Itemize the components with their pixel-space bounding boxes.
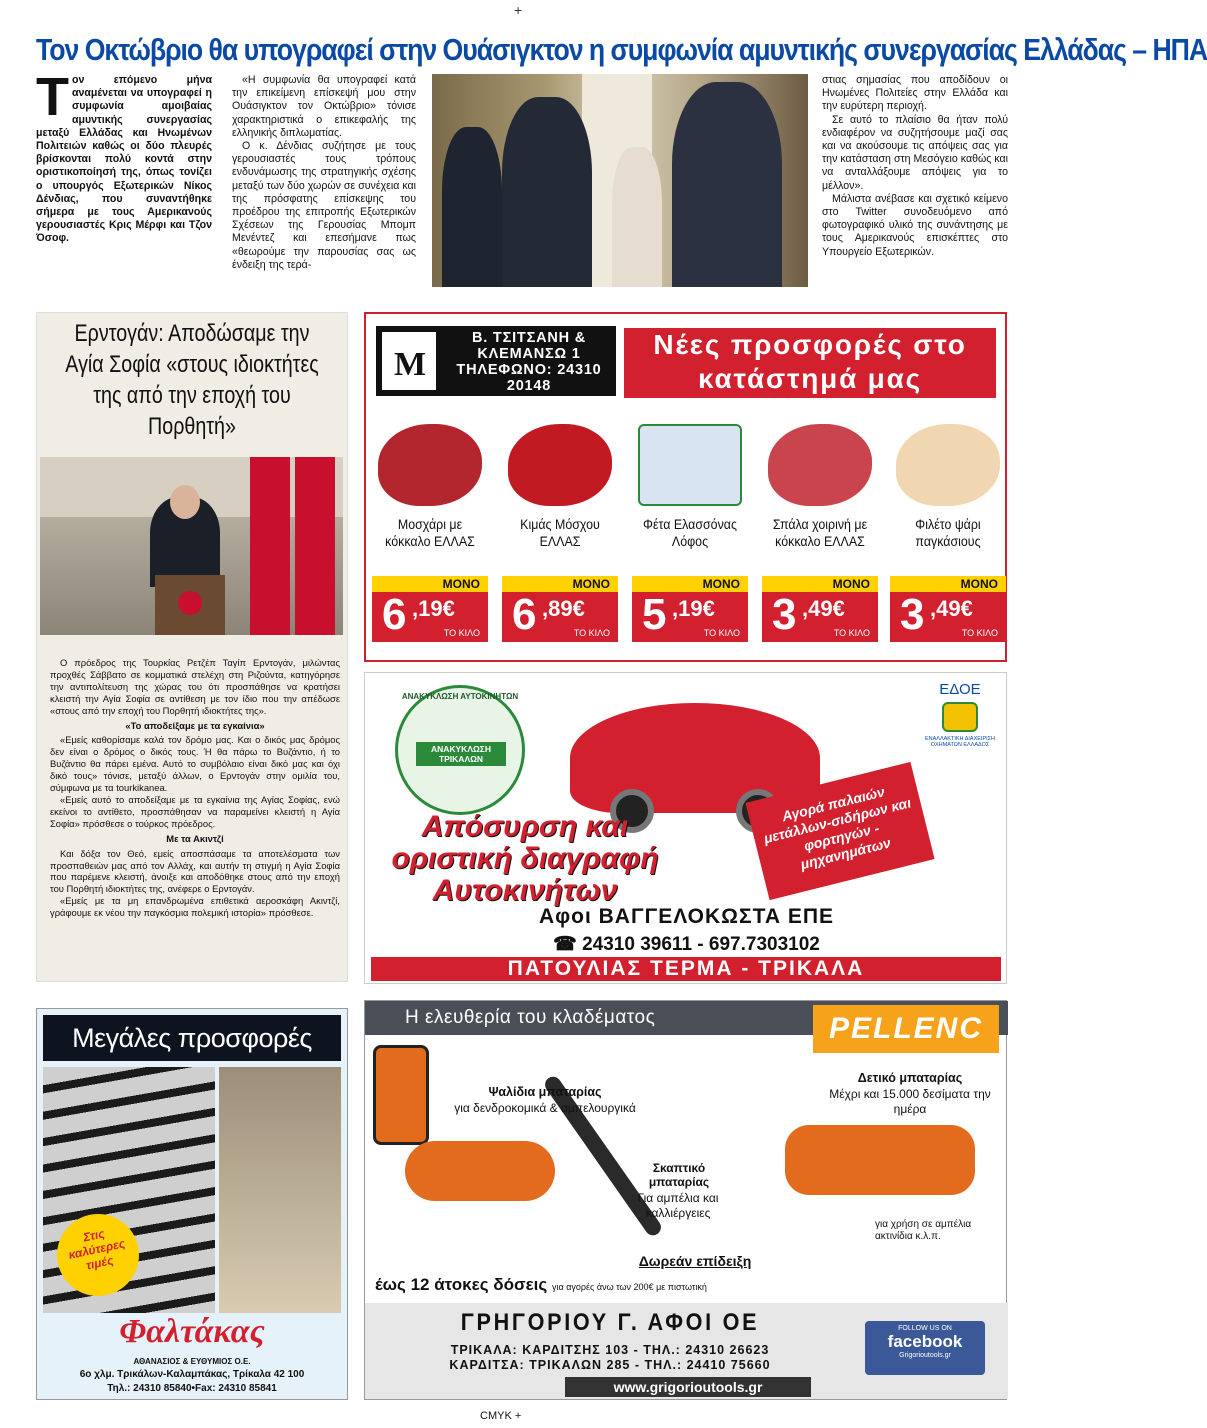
price-integer: 3 xyxy=(772,590,795,639)
recycle-badge xyxy=(395,685,525,815)
person-figure xyxy=(672,82,782,287)
product-price xyxy=(502,592,618,642)
tool-heading: Δετικό μπαταρίας xyxy=(857,1071,963,1085)
person-figure xyxy=(502,97,592,287)
installments: έως 12 άτοκες δόσεις για αγορές άνω των 200€ με πιστωτική xyxy=(375,1275,707,1294)
price-unit: ΤΟ ΚΙΛΟ xyxy=(961,628,998,638)
article-paragraph: Μάλιστα ανέβασε και σχετικό κείμενο στο Twitter συνοδευόμενο από φωτογραφικό υλικό της συνάντησης με τους Αμερικανούς επισκέπτες στο Υπουργείο Εξωτερικών. xyxy=(822,192,1008,258)
erdogan-body xyxy=(50,657,340,919)
erdogan-subhead: Με τα Ακιντζί xyxy=(166,832,224,844)
car-recycling-ad xyxy=(364,672,1007,984)
car-phone: ☎ 24310 39611 - 697.7303102 xyxy=(553,934,820,955)
article-paragraph: Ο κ. Δένδιας συζήτησε με τους γερουσιαστές τους τρόπους ενδυνάμωσης της στρατηγικής σχέσης μεταξύ των δύο χωρών σε συνέχεια και της πρόσφατης επίσκεψης του προέδρου της επιτροπής Εξωτερικών Σχέσεων της Γερουσίας Μπομπ Μενέντεζ και επεσήμανε πως «θεωρούμε την παρουσίας σας ως ένδειξη της τερά- xyxy=(232,140,416,271)
facebook-badge: FOLLOW US ON facebook Grigorioutools.gr xyxy=(865,1321,985,1375)
pellenc-ad xyxy=(364,1000,1007,1400)
faltakas-address: 6ο χλμ. Τρικάλων-Καλαμπάκας, Τρίκαλα 42 100 xyxy=(79,1369,305,1380)
meeting-photo xyxy=(432,74,808,287)
product-name: Φέτα Ελασσόνας Λόφος xyxy=(643,517,737,549)
recycle-icon xyxy=(942,702,978,732)
article-headline: Τον Οκτώβριο θα υπογραφεί στην Ουάσιγκτον η συμφωνία αμυντικής συνεργασίας Ελλάδας – ΗΠΑ xyxy=(36,32,1207,67)
tool-usage: για χρήση σε αμπέλια ακτινίδια κ.λ.π. xyxy=(875,1219,972,1242)
person-figure xyxy=(612,147,662,287)
price-unit: ΤΟ ΚΙΛΟ xyxy=(573,628,610,638)
article-col-1 xyxy=(36,67,212,246)
price-integer: 6 xyxy=(512,590,535,639)
product-tile xyxy=(760,416,880,646)
tool-heading: Σκαπτικό μπαταρίας xyxy=(648,1161,710,1189)
price-integer: 5 xyxy=(642,590,665,639)
erdogan-paragraph: Ο πρόεδρος της Τουρκίας Ρετζέπ Ταγίπ Ερντογάν, μιλώντας προχθές Σάββατο σε κομματικά στελέχη στη Ριζούντα, κατηγόρησε την αντιπολίτευση της χώρας του ότι προσπάθησε να κρατήσει κλειστή την Αγία Σοφία σε αντίθεση με τον ίδιο που την απέδωσε «στους από την εποχή του Πορθητή ιδιοκτήτες της». xyxy=(50,657,340,716)
product-image xyxy=(768,424,872,506)
car-location-bar: ΠΑΤΟΥΛΙΑΣ ΤΕΡΜΑ - ΤΡΙΚΑΛΑ xyxy=(371,957,1001,981)
recycle-arc-text: ΑΝΑΚΥΚΛΩΣΗ ΑΥΤΟΚΙΝΗΤΩΝ xyxy=(401,692,519,701)
pellenc-tagline: Η ελευθερία του κλαδέματος xyxy=(365,1001,1008,1035)
faltakas-badge: Στις καλύτερες τιμές xyxy=(49,1206,146,1303)
product-name: Κιμάς Μόσχου ΕΛΛΑΣ xyxy=(520,517,600,549)
product-tile xyxy=(500,416,620,646)
price-decimal: ,19€ xyxy=(412,596,455,621)
product-image xyxy=(508,424,612,506)
price-integer: 3 xyxy=(900,590,923,639)
product-price xyxy=(372,592,488,642)
product-name: Σπάλα χοιρινή με κόκκαλο ΕΛΛΑΣ xyxy=(772,517,868,549)
edoe-logo xyxy=(920,681,1000,748)
phone-icon: ☎ xyxy=(553,934,583,955)
edoe-subtitle: ΕΝΑΛΛΑΚΤΙΚΗ ΔΙΑΧΕΙΡΙΣΗ ΟΧΗΜΑΤΩΝ ΕΛΛΑΔΟΣ xyxy=(924,736,996,748)
person-figure xyxy=(442,127,502,287)
tool-description: για δενδροκομικά & αμπελουργικά xyxy=(454,1101,636,1115)
article-col-2 xyxy=(232,74,416,272)
pruner-image xyxy=(405,1141,555,1201)
article-paragraph: Σε αυτό το πλαίσιο θα ήταν πολύ ενδιαφέρον να συζητήσουμε μαζί σας και να ακούσουμε τις απόψεις σας για την κατάσταση στη Μεσόγειο καθώς και να ανταλλάξουμε απόψεις για το μέλλον». xyxy=(822,113,1008,192)
product-mono-label: ΜΟΝΟ xyxy=(372,576,488,592)
karditsa-address: ΚΑΡΔΙΤΣΑ: ΤΡΙΚΑΛΩΝ 285 - ΤΗΛ.: 24410 75660 xyxy=(449,1358,771,1372)
cmyk-mark: CMYK + xyxy=(480,1410,522,1422)
erdogan-paragraph: Και δόξα τον Θεό, εμείς αποσπάσαμε τα αποτελέσματα των προσπαθειών μας από τον Αλλάχ, και αυτήν τη στιγμή η Αγία Σοφία που παρέμενε κλειστή, άνοιξε και αποδόθηκε στους από την εποχή του Πορθητή ιδιοκτήτες της, ανέφερε ο Ερντογάν. xyxy=(50,847,340,895)
faltakas-ad xyxy=(36,1008,348,1400)
faltakas-header: Μεγάλες προσφορές xyxy=(43,1015,341,1061)
article-paragraph: στιας σημασίας που αποδίδουν οι Ηνωμένες Πολιτείες στην Ελλάδα και την ευρύτερη περιοχή. xyxy=(822,74,1008,113)
product-tile xyxy=(370,416,490,646)
pellenc-footer xyxy=(365,1303,1008,1399)
butcher-logo: M xyxy=(380,330,438,392)
faltakas-name: Φαλτάκας xyxy=(119,1313,265,1350)
faltakas-subtitle: ΑΘΑΝΑΣΙΟΣ & ΕΥΘΥΜΙΟΣ Ο.Ε. xyxy=(133,1357,251,1366)
grigoriou-company: ΓΡΗΓΟΡΙΟΥ Γ. ΑΦΟΙ ΟΕ xyxy=(460,1309,760,1336)
erdogan-paragraph: «Εμείς αυτό το αποδείξαμε με τα εγκαίνια της Αγίας Σοφίας, ενώ εκείνοι το αντίθετο, προσπάθησαν να παραμείνει κλειστή η Αγία Σοφία» πρόσθεσε ο τούρκος πρόεδρος. xyxy=(50,793,340,829)
trikala-address: ΤΡΙΚΑΛΑ: ΚΑΡΔΙΤΣΗΣ 103 - ΤΗΛ.: 24310 26623 xyxy=(450,1343,770,1357)
tool-heading: Ψαλίδια μπαταρίας xyxy=(488,1085,602,1099)
product-image xyxy=(378,424,482,506)
product-mono-label: ΜΟΝΟ xyxy=(890,576,1006,592)
product-name: Μοσχάρι με κόκκαλο ΕΛΛΑΣ xyxy=(385,517,475,549)
product-mono-label: ΜΟΝΟ xyxy=(762,576,878,592)
tying-tool-image xyxy=(785,1125,975,1195)
price-decimal: ,49€ xyxy=(802,596,845,621)
butcher-address: Β. ΤΣΙΤΣΑΝΗ & ΚΛΕΜΑΝΣΩ 1 ΤΗΛΕΦΩΝΟ: 24310 20148 xyxy=(456,330,602,394)
product-tile xyxy=(888,416,1008,646)
price-decimal: ,89€ xyxy=(542,596,585,621)
price-decimal: ,49€ xyxy=(930,596,973,621)
offers-headline: Νέες προσφορές στο κατάστημά μας xyxy=(624,328,996,398)
article-lead: ον επόμενο μήνα αναμένεται να υπογραφεί η συμφωνία αμοιβαίας αμυντικής συνεργασίας μεταξύ Ελλάδας και Ηνωμένων Πολιτειών καθώς οι δύο πλευρές βρίσκονται πολύ κοντά στην οριστικοποίησή της, όπως τονίζει ο υπουργός Εξωτερικών Νίκος Δένδιας, που συναντήθηκε σήμερα με τους Αμερικανούς γερουσιαστές Κρις Μέρφι και Τζον Όσοφ. xyxy=(36,74,212,245)
dropcap: Τ xyxy=(36,67,69,127)
erdogan-title: Ερντογάν: Αποδώσαμε την Αγία Σοφία «στους ιδιοκτήτες της από την εποχή του Πορθητή» xyxy=(65,320,319,440)
price-unit: ΤΟ ΚΙΛΟ xyxy=(443,628,480,638)
edoe-title: ΕΔΟΕ xyxy=(939,681,981,698)
tiles-image xyxy=(219,1067,341,1313)
tool-description: Για αμπέλια και καλλιέργειες xyxy=(637,1191,719,1220)
article-col-3 xyxy=(822,74,1008,259)
product-mono-label: ΜΟΝΟ xyxy=(632,576,748,592)
product-mono-label: ΜΟΝΟ xyxy=(502,576,618,592)
erdogan-subhead: «Το αποδείξαμε με τα εγκαίνια» xyxy=(125,719,265,731)
faltakas-phone: Τηλ.: 24310 85840•Fax: 24310 85841 xyxy=(107,1383,277,1394)
pellenc-logo: PELLENC xyxy=(813,1005,999,1053)
erdogan-paragraph: «Εμείς με τα μη επανδρωμένα επιθετικά αεροσκάφη Ακιντζί, γράφουμε εκ νέου την παγκόσμια πολεμική ιστορία» πρόσθεσε. xyxy=(50,895,340,919)
website-url: www.grigorioutools.gr xyxy=(565,1377,811,1397)
price-integer: 6 xyxy=(382,590,405,639)
recycle-label: ΑΝΑΚΥΚΛΩΣΗ ΤΡΙΚΑΛΩΝ xyxy=(416,742,506,766)
product-image xyxy=(896,424,1000,506)
product-price xyxy=(890,592,1006,642)
price-unit: ΤΟ ΚΙΛΟ xyxy=(703,628,740,638)
product-tile xyxy=(630,416,750,646)
erdogan-photo xyxy=(40,457,343,635)
car-slogan: Απόσυρση και οριστική διαγραφή Αυτοκινήτων xyxy=(391,810,659,907)
car-buy-badge: Αγορά παλαιών μετάλλων-σιδήρων και φορτηγών - μηχανημάτων xyxy=(745,762,934,900)
butcher-ad xyxy=(364,312,1007,662)
car-company: Αφοι ΒΑΓΓΕΛΟΚΩΣΤΑ ΕΠΕ xyxy=(538,905,835,928)
erdogan-paragraph: «Εμείς καθορίσαμε καλά τον δρόμο μας. Και ο δικός μας δρόμος δεν είναι ο δρόμος ο δικός τους. Ή θα πάρω το Βυζάντιο, ή το Βυζάντιο θα πάρει εμένα. Αυτό το συμβόλαιο είναι δικό μας και όχι δικό τους» τόνισε, μεταξύ άλλων, ο Ερντογάν στην ομιλία του, σύμφωνα με τα tourkikanea. xyxy=(50,734,340,794)
product-name: Φιλέτο ψάρι παγκάσιους xyxy=(915,517,981,549)
article-paragraph: «Η συμφωνία θα υπογραφεί κατά την επικείμενη επίσκεψή μου στην Ουάσιγκτον τον Οκτώβριο» τόνισε χαρακτηριστικά ο επικεφαλής της ελληνικής διπλωματίας. xyxy=(232,74,416,139)
free-demo: Δωρεάν επίδειξη xyxy=(638,1253,752,1269)
product-price xyxy=(632,592,748,642)
registration-mark: + xyxy=(514,2,523,18)
tool-description: Μέχρι και 15.000 δεσίματα την ημέρα xyxy=(829,1087,991,1116)
price-decimal: ,19€ xyxy=(672,596,715,621)
product-price xyxy=(762,592,878,642)
price-unit: ΤΟ ΚΙΛΟ xyxy=(833,628,870,638)
product-image xyxy=(638,424,742,506)
battery-pack-image xyxy=(373,1045,429,1145)
